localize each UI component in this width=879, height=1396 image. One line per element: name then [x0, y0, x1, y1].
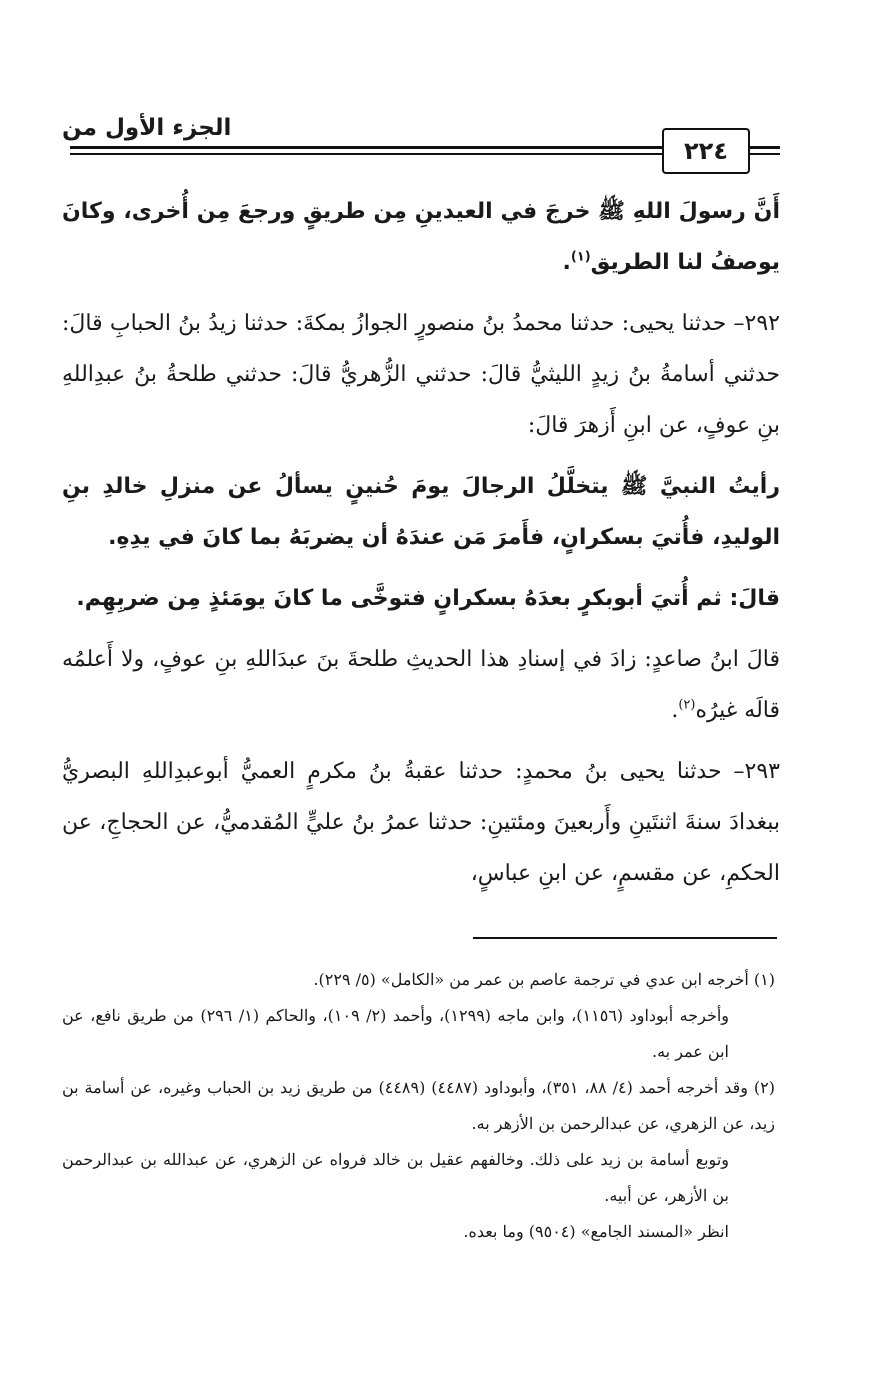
page-number-box — [662, 128, 750, 174]
header-rule — [70, 146, 664, 149]
footnote-ref-2: (٢) — [678, 697, 696, 713]
footnote-ref-1: (١) — [570, 249, 591, 265]
ibn-saed-comment: قالَ ابنُ صاعدٍ: زادَ في إسنادِ هذا الحديثِ طلحةَ بنَ عبدَاللهِ بنِ عوفٍ، ولا أَعلمُه قالَه غيرُه$^{(٢)}$. — [62, 647, 780, 723]
footnote-2-line-1: (٢) وقد أخرجه أحمد (٤/ ٨٨، ٣٥١)، وأبوداود (٤٤٨٧) (٤٤٨٩) من طريق زيد بن الحباب وغيره، عن أسامة بن زيد، عن الزهري، عن عبدالرحمن بن الأزهر به. — [62, 1078, 776, 1133]
footnote-separator — [473, 937, 777, 939]
footnotes — [62, 962, 775, 1250]
header-rule-right — [750, 146, 780, 149]
matn-292-addition: قالَ: ثم أُتيَ أبوبكرٍ بعدَهُ بسكرانٍ فتوخَّى ما كانَ يومَئذٍ مِن ضربِهِم. — [76, 586, 780, 611]
footnote-2-line-2: وتوبع أسامة بن زيد على ذلك. وخالفهم عقيل بن خالد فرواه عن الزهري، عن عبدالله بن عبدالرحمن بن الأزهر، عن أبيه. — [62, 1150, 729, 1205]
footnote-1-line-2: وأخرجه أبوداود (١١٥٦)، وابن ماجه (١٢٩٩)، وأحمد (٢/ ١٠٩)، والحاكم (١/ ٢٩٦) من طريق نافع، عن ابن عمر به. — [62, 1006, 730, 1061]
main-text — [62, 186, 780, 899]
isnad-293: ٢٩٣– حدثنا يحيى بنُ محمدٍ: حدثنا عقبةُ بنُ مكرمٍ العميُّ أبوعبدِاللهِ البصريُّ ببغدادَ سنةَ اثنتَينِ وأَربعينَ ومئتينِ: حدثنا عمرُ بنُ عليٍّ المُقدميُّ، عن الحجاجِ، عن الحكمِ، عن مقسمٍ، عن ابنِ عباسٍ، — [62, 759, 780, 886]
hadith-text-continued: أَنَّ رسولَ اللهِ ﷺ خرجَ في العيدينِ مِن طريقٍ ورجعَ مِن أُخرى، وكانَ يوصفُ لنا الطريق$^{(١)}$. — [62, 199, 780, 275]
header-rule-thin — [70, 153, 664, 155]
footnote-2-line-3: انظر «المسند الجامع» (٩٥٠٤) وما بعده. — [463, 1222, 729, 1241]
running-header-title: الجزء الأول من — [62, 115, 232, 141]
page-number: ٢٢٤ — [684, 137, 728, 165]
isnad-292: ٢٩٢– حدثنا يحيى: حدثنا محمدُ بنُ منصورٍ الجوازُ بمكةَ: حدثنا زيدُ بنُ الحبابِ قالَ: حدثني أسامةُ بنُ زيدٍ الليثيُّ قالَ: حدثني الزُّهريُّ قالَ: حدثني طلحةُ بنُ عبدِاللهِ بنِ عوفٍ، عن ابنِ أَزهرَ قالَ: — [62, 311, 780, 438]
matn-292: رأيتُ النبيَّ ﷺ يتخلَّلُ الرجالَ يومَ حُنينٍ يسألُ عن منزلِ خالدِ بنِ الوليدِ، فأُتيَ بسكرانٍ، فأَمرَ مَن عندَهُ أن يضربَهُ بما كانَ في يدِهِ. — [62, 474, 780, 550]
footnote-1-line-1: (١) أخرجه ابن عدي في ترجمة عاصم بن عمر من «الكامل» (٥/ ٢٢٩). — [313, 970, 775, 989]
header-rule-right-thin — [750, 153, 780, 155]
